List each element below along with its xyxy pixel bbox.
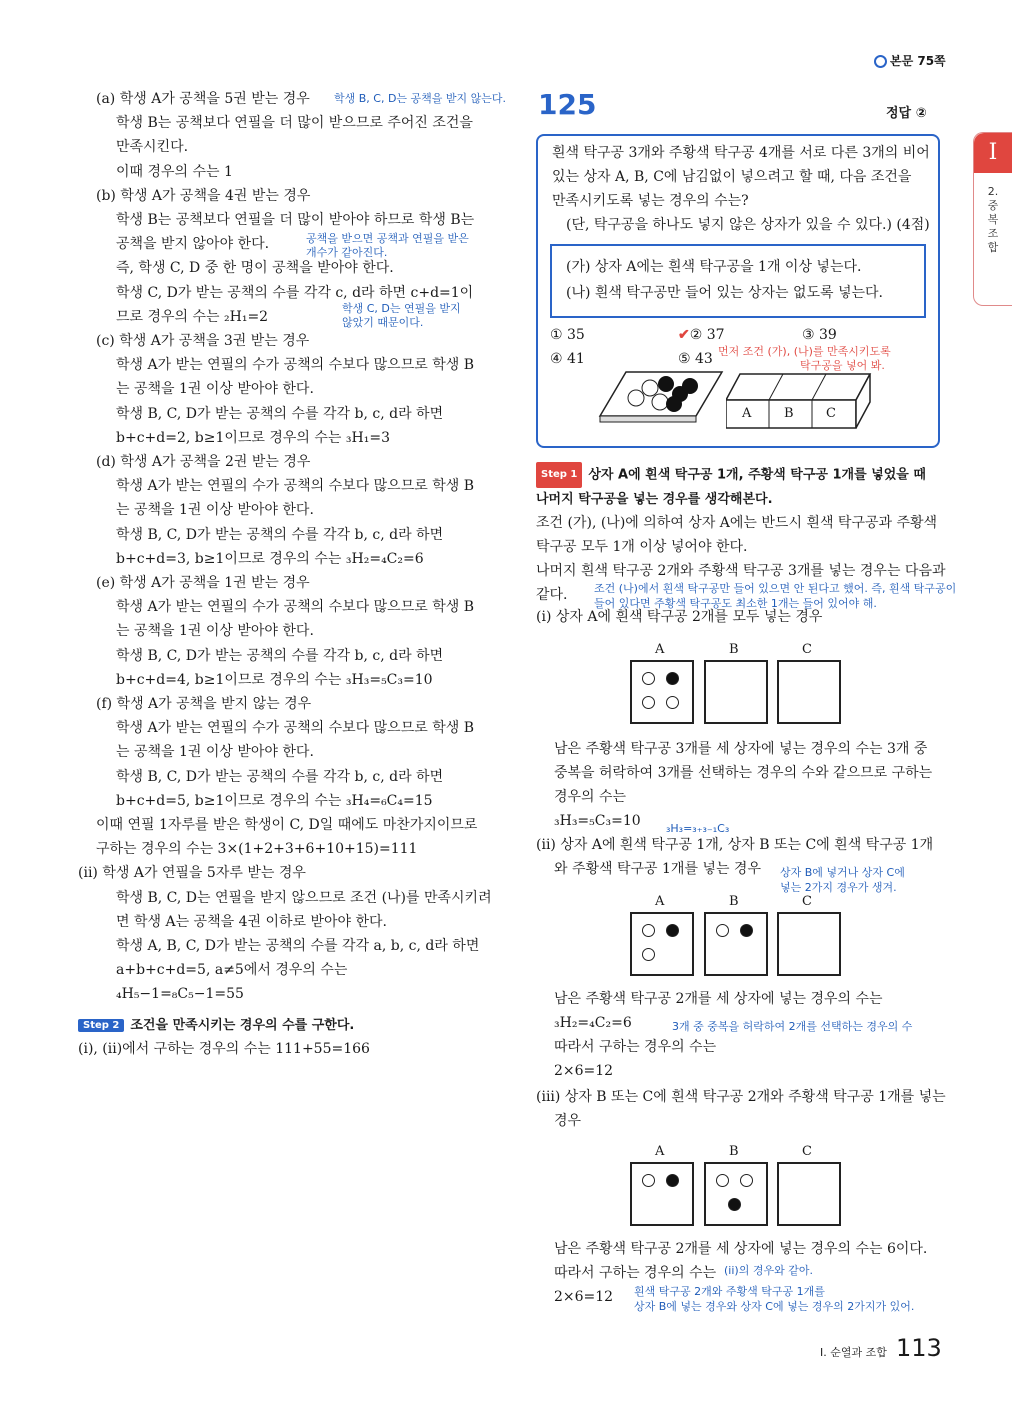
step2-badge: Step 2 <box>78 1019 124 1032</box>
c1-label-b: B <box>729 642 739 657</box>
tray-illustration <box>596 368 730 424</box>
left-col-line: a+b+c+d=5, a≠5에서 경우의 수는 <box>116 962 348 979</box>
left-col-line: ₄H₅−1=₈C₅−1=55 <box>116 986 244 1003</box>
step2-title: 조건을 만족시키는 경우의 수를 구한다. <box>130 1018 355 1033</box>
choice-2: ✔② 37 <box>678 327 725 343</box>
case-3-note2a: 흰색 탁구공 2개와 주황색 탁구공 1개를 <box>634 1285 825 1298</box>
left-col-line: 학생 A가 받는 연필의 수가 공책의 수보다 많으므로 학생 B <box>116 720 474 737</box>
left-col-line: (c) 학생 A가 공책을 3권 받는 경우 <box>96 333 310 349</box>
box-label-a: A <box>742 406 752 421</box>
step2-heading <box>78 1014 354 1033</box>
white-ball <box>642 924 655 937</box>
case-1-note: ₃H₃=₃₊₃₋₁C₃ <box>666 822 730 835</box>
c1t-line: 중복을 허락하여 3개를 선택하는 경우의 수와 같으므로 구하는 <box>554 765 933 781</box>
white-ball <box>642 948 655 961</box>
c2-line: 와 주황색 탁구공 1개를 넣는 경우 <box>554 861 761 877</box>
case-1-title: (i) 상자 A에 흰색 탁구공 2개를 모두 넣는 경우 <box>536 609 823 625</box>
c1-label-c: C <box>802 642 812 657</box>
c3-box-a <box>630 1162 694 1226</box>
step1-title-a: 상자 A에 흰색 탁구공 1개, 주황색 탁구공 1개를 넣었을 때 <box>588 467 926 483</box>
c2-box-c <box>777 912 841 976</box>
choice-3: ③ 39 <box>802 327 837 343</box>
orange-ball <box>666 672 679 685</box>
note-2a: 공책을 받으면 공책과 연필을 받은 <box>306 232 469 245</box>
white-ball <box>716 924 729 937</box>
c3t-line: 따라서 구하는 경우의 수는 <box>554 1265 717 1281</box>
left-col-line: 학생 B, C, D가 받는 공책의 수를 각각 b, c, d라 하면 <box>116 768 444 785</box>
note-3a: 학생 C, D는 연필을 받지 <box>342 302 461 315</box>
c3-label-a: A <box>655 1144 665 1159</box>
c3-label-c: C <box>802 1144 812 1159</box>
stem-line: 있는 상자 A, B, C에 남김없이 넣으려고 할 때, 다음 조건을 <box>552 169 912 185</box>
c3t-line: 남은 주황색 탁구공 2개를 세 상자에 넣는 경우의 수는 6이다. <box>554 1241 928 1257</box>
c1t-line: ₃H₃=₅C₃=10 <box>554 813 641 829</box>
orange-ball <box>666 924 679 937</box>
condition-1: (가) 상자 A에는 흰색 탁구공을 1개 이상 넣는다. <box>566 259 862 275</box>
left-col-line: 학생 A가 받는 연필의 수가 공책의 수보다 많으므로 학생 B <box>116 478 474 495</box>
c1t-line: 남은 주황색 탁구공 3개를 세 상자에 넣는 경우의 수는 3개 중 <box>554 741 928 757</box>
case-2-note-b: 넣는 2가지 경우가 생겨. <box>780 881 897 894</box>
white-ball <box>642 696 655 709</box>
c1-box-a <box>630 660 694 724</box>
left-col-line: 면 학생 A는 공책을 4권 이하로 받아야 한다. <box>116 913 388 930</box>
left-col-line: 학생 B, C, D는 연필을 받지 않으므로 조건 (나)를 만족시키려 <box>116 889 492 906</box>
checkmark-icon: ✔ <box>678 327 690 343</box>
box-label-c: C <box>826 406 836 421</box>
left-col-line: 학생 A가 받는 연필의 수가 공책의 수보다 많으므로 학생 B <box>116 599 474 616</box>
problem-number: 125 <box>538 88 597 121</box>
left-col-line: 학생 B, C, D가 받는 공책의 수를 각각 b, c, d라 하면 <box>116 647 444 664</box>
white-ball <box>716 1174 729 1187</box>
choice-5: ⑤ 43 <box>678 351 713 367</box>
left-col-line: (d) 학생 A가 공책을 2권 받는 경우 <box>96 454 311 470</box>
conditions-box <box>550 244 926 318</box>
left-col-line: 는 공책을 1권 이상 받아야 한다. <box>116 744 314 761</box>
choice-1: ① 35 <box>550 327 585 343</box>
left-col-line: 이때 연필 1자루를 받은 학생이 C, D일 때에도 마찬가지이므로 <box>96 817 478 833</box>
left-col-line: 공책을 받지 않아야 한다. <box>116 236 270 253</box>
left-col-line: 는 공책을 1권 이상 받아야 한다. <box>116 502 314 519</box>
c1-box-b <box>704 660 768 724</box>
note-3b: 않았기 때문이다. <box>342 316 424 329</box>
left-col-line: 학생 C, D가 받는 공책의 수를 각각 c, d라 하면 c+d=1이 <box>116 284 474 301</box>
left-col-line: b+c+d=3, b≥1이므로 경우의 수는 ₃H₂=₄C₂=6 <box>116 550 424 567</box>
c2-label-a: A <box>655 894 665 909</box>
c3-label-b: B <box>729 1144 739 1159</box>
c2-label-b: B <box>729 894 739 909</box>
chapter-tab <box>973 132 1012 306</box>
left-col-line: 는 공책을 1권 이상 받아야 한다. <box>116 623 314 640</box>
page-ref: 본문 75쪽 <box>874 52 946 69</box>
white-ball <box>642 672 655 685</box>
case-3-note2b: 상자 B에 넣는 경우와 상자 C에 넣는 경우의 2가지가 있어. <box>634 1300 915 1313</box>
stem-line: 만족시키도록 넣는 경우의 수는? <box>552 193 749 209</box>
left-col-line: 학생 B, C, D가 받는 공책의 수를 각각 b, c, d라 하면 <box>116 405 444 422</box>
left-col-line: 학생 B는 공책보다 연필을 더 많이 받으므로 주어진 조건을 <box>116 115 473 132</box>
p1-line: 조건 (가), (나)에 의하여 상자 A에는 반드시 흰색 탁구공과 주황색 <box>536 515 938 531</box>
left-col-line: b+c+d=5, b≥1이므로 경우의 수는 ₃H₄=₆C₄=15 <box>116 792 433 809</box>
c3-box-c <box>777 1162 841 1226</box>
left-col-line: 즉, 학생 C, D 중 한 명이 공책을 받아야 한다. <box>116 260 394 277</box>
case-2-note2: 3개 중 중복을 허락하여 2개를 선택하는 경우의 수 <box>672 1020 913 1033</box>
note-1: 학생 B, C, D는 공책을 받지 않는다. <box>334 92 507 105</box>
note-p1a: 조건 (나)에서 흰색 탁구공만 들어 있으면 안 된다고 했어. 즉, 흰색 탁구공이 <box>594 582 957 595</box>
c3-line: (iii) 상자 B 또는 C에 흰색 탁구공 2개와 주황색 탁구공 1개를 넣는 <box>536 1089 946 1105</box>
section-label: 2. 중복조합 <box>987 185 999 254</box>
left-col-line: (ii) 학생 A가 연필을 5자루 받는 경우 <box>78 865 306 882</box>
left-col-line: 학생 A가 받는 연필의 수가 공책의 수보다 많으므로 학생 B <box>116 357 474 374</box>
step1-badge: Step 1 <box>536 462 582 488</box>
circle-icon <box>874 55 887 68</box>
final-answer-line: (i), (ii)에서 구하는 경우의 수는 111+55=166 <box>78 1041 370 1057</box>
orange-ball <box>666 1174 679 1187</box>
footer-chapter: I. 순열과 조합 <box>820 1346 887 1359</box>
boxes-illustration <box>726 372 876 432</box>
stem-line: (단, 탁구공을 하나도 넣지 않은 상자가 있을 수 있다.) (4점) <box>566 217 930 233</box>
left-col-line: 구하는 경우의 수는 3×(1+2+3+6+10+15)=111 <box>96 841 418 858</box>
note-2b: 개수가 같아진다. <box>306 246 388 259</box>
white-ball <box>740 1174 753 1187</box>
choice-4: ④ 41 <box>550 351 585 367</box>
note-p1b: 들어 있다면 주황색 탁구공도 최소한 1개는 들어 있어야 해. <box>594 597 877 610</box>
p1-line: 같다. <box>536 587 568 603</box>
c3t-line: 2×6=12 <box>554 1289 614 1305</box>
page-number: 113 <box>896 1334 942 1362</box>
answer-label: 정답 ② <box>886 106 927 121</box>
c1-box-c <box>777 660 841 724</box>
white-ball <box>642 1174 655 1187</box>
case-2-note-a: 상자 B에 넣거나 상자 C에 <box>780 866 905 879</box>
c2-box-a <box>630 912 694 976</box>
left-col-line: (f) 학생 A가 공책을 받지 않는 경우 <box>96 696 312 712</box>
p1-line: 탁구공 모두 1개 이상 넣어야 한다. <box>536 539 748 555</box>
c3-box-b <box>704 1162 768 1226</box>
left-col-line: 학생 B, C, D가 받는 공책의 수를 각각 b, c, d라 하면 <box>116 526 444 543</box>
c2t-line: ₃H₂=₄C₂=6 <box>554 1015 632 1031</box>
chapter-roman: I <box>974 133 1012 173</box>
step1-heading <box>536 462 926 512</box>
hint-b: 탁구공을 넣어 봐. <box>800 359 885 372</box>
left-col-line: (a) 학생 A가 공책을 5권 받는 경우 <box>96 91 310 107</box>
left-col-line: 학생 B는 공책보다 연필을 더 많이 받아야 하므로 학생 B는 <box>116 212 475 228</box>
c1t-line: 경우의 수는 <box>554 789 627 805</box>
orange-ball <box>728 1198 741 1211</box>
left-col-line: 만족시킨다. <box>116 139 189 156</box>
hint-a: 먼저 조건 (가), (나)를 만족시키도록 <box>718 345 891 358</box>
left-col-line: b+c+d=4, b≥1이므로 경우의 수는 ₃H₃=₅C₃=10 <box>116 671 433 688</box>
step1-title-b: 나머지 탁구공을 넣는 경우를 생각해본다. <box>536 492 773 507</box>
left-col-line: 므로 경우의 수는 ₂H₁=2 <box>116 308 269 325</box>
white-ball <box>666 696 679 709</box>
left-col-line: (b) 학생 A가 공책을 4권 받는 경우 <box>96 187 311 204</box>
left-col-line: 이때 경우의 수는 1 <box>116 163 233 180</box>
c3-line: 경우 <box>554 1113 582 1129</box>
c2t-line: 따라서 구하는 경우의 수는 <box>554 1039 717 1055</box>
condition-2: (나) 흰색 탁구공만 들어 있는 상자는 없도록 넣는다. <box>566 285 884 301</box>
stem-line: 흰색 탁구공 3개와 주황색 탁구공 4개를 서로 다른 3개의 비어 <box>552 145 930 161</box>
case-3-note1: (ii)의 경우와 같아. <box>724 1264 813 1277</box>
left-col-line: b+c+d=2, b≥1이므로 경우의 수는 ₃H₁=3 <box>116 429 390 446</box>
box-label-b: B <box>784 406 794 421</box>
left-col-line: 학생 A, B, C, D가 받는 공책의 수를 각각 a, b, c, d라 하면 <box>116 938 480 954</box>
c1-label-a: A <box>655 642 665 657</box>
c2-label-c: C <box>802 894 812 909</box>
orange-ball <box>740 924 753 937</box>
c2-box-b <box>704 912 768 976</box>
p1-line: 나머지 흰색 탁구공 2개와 주황색 탁구공 3개를 넣는 경우는 다음과 <box>536 563 946 579</box>
c2t-line: 남은 주황색 탁구공 2개를 세 상자에 넣는 경우의 수는 <box>554 991 883 1007</box>
left-col-line: 는 공책을 1권 이상 받아야 한다. <box>116 381 314 398</box>
c2t-line: 2×6=12 <box>554 1063 614 1079</box>
left-col-line: (e) 학생 A가 공책을 1권 받는 경우 <box>96 575 310 591</box>
c2-line: (ii) 상자 A에 흰색 탁구공 1개, 상자 B 또는 C에 흰색 탁구공 1개 <box>536 837 934 853</box>
